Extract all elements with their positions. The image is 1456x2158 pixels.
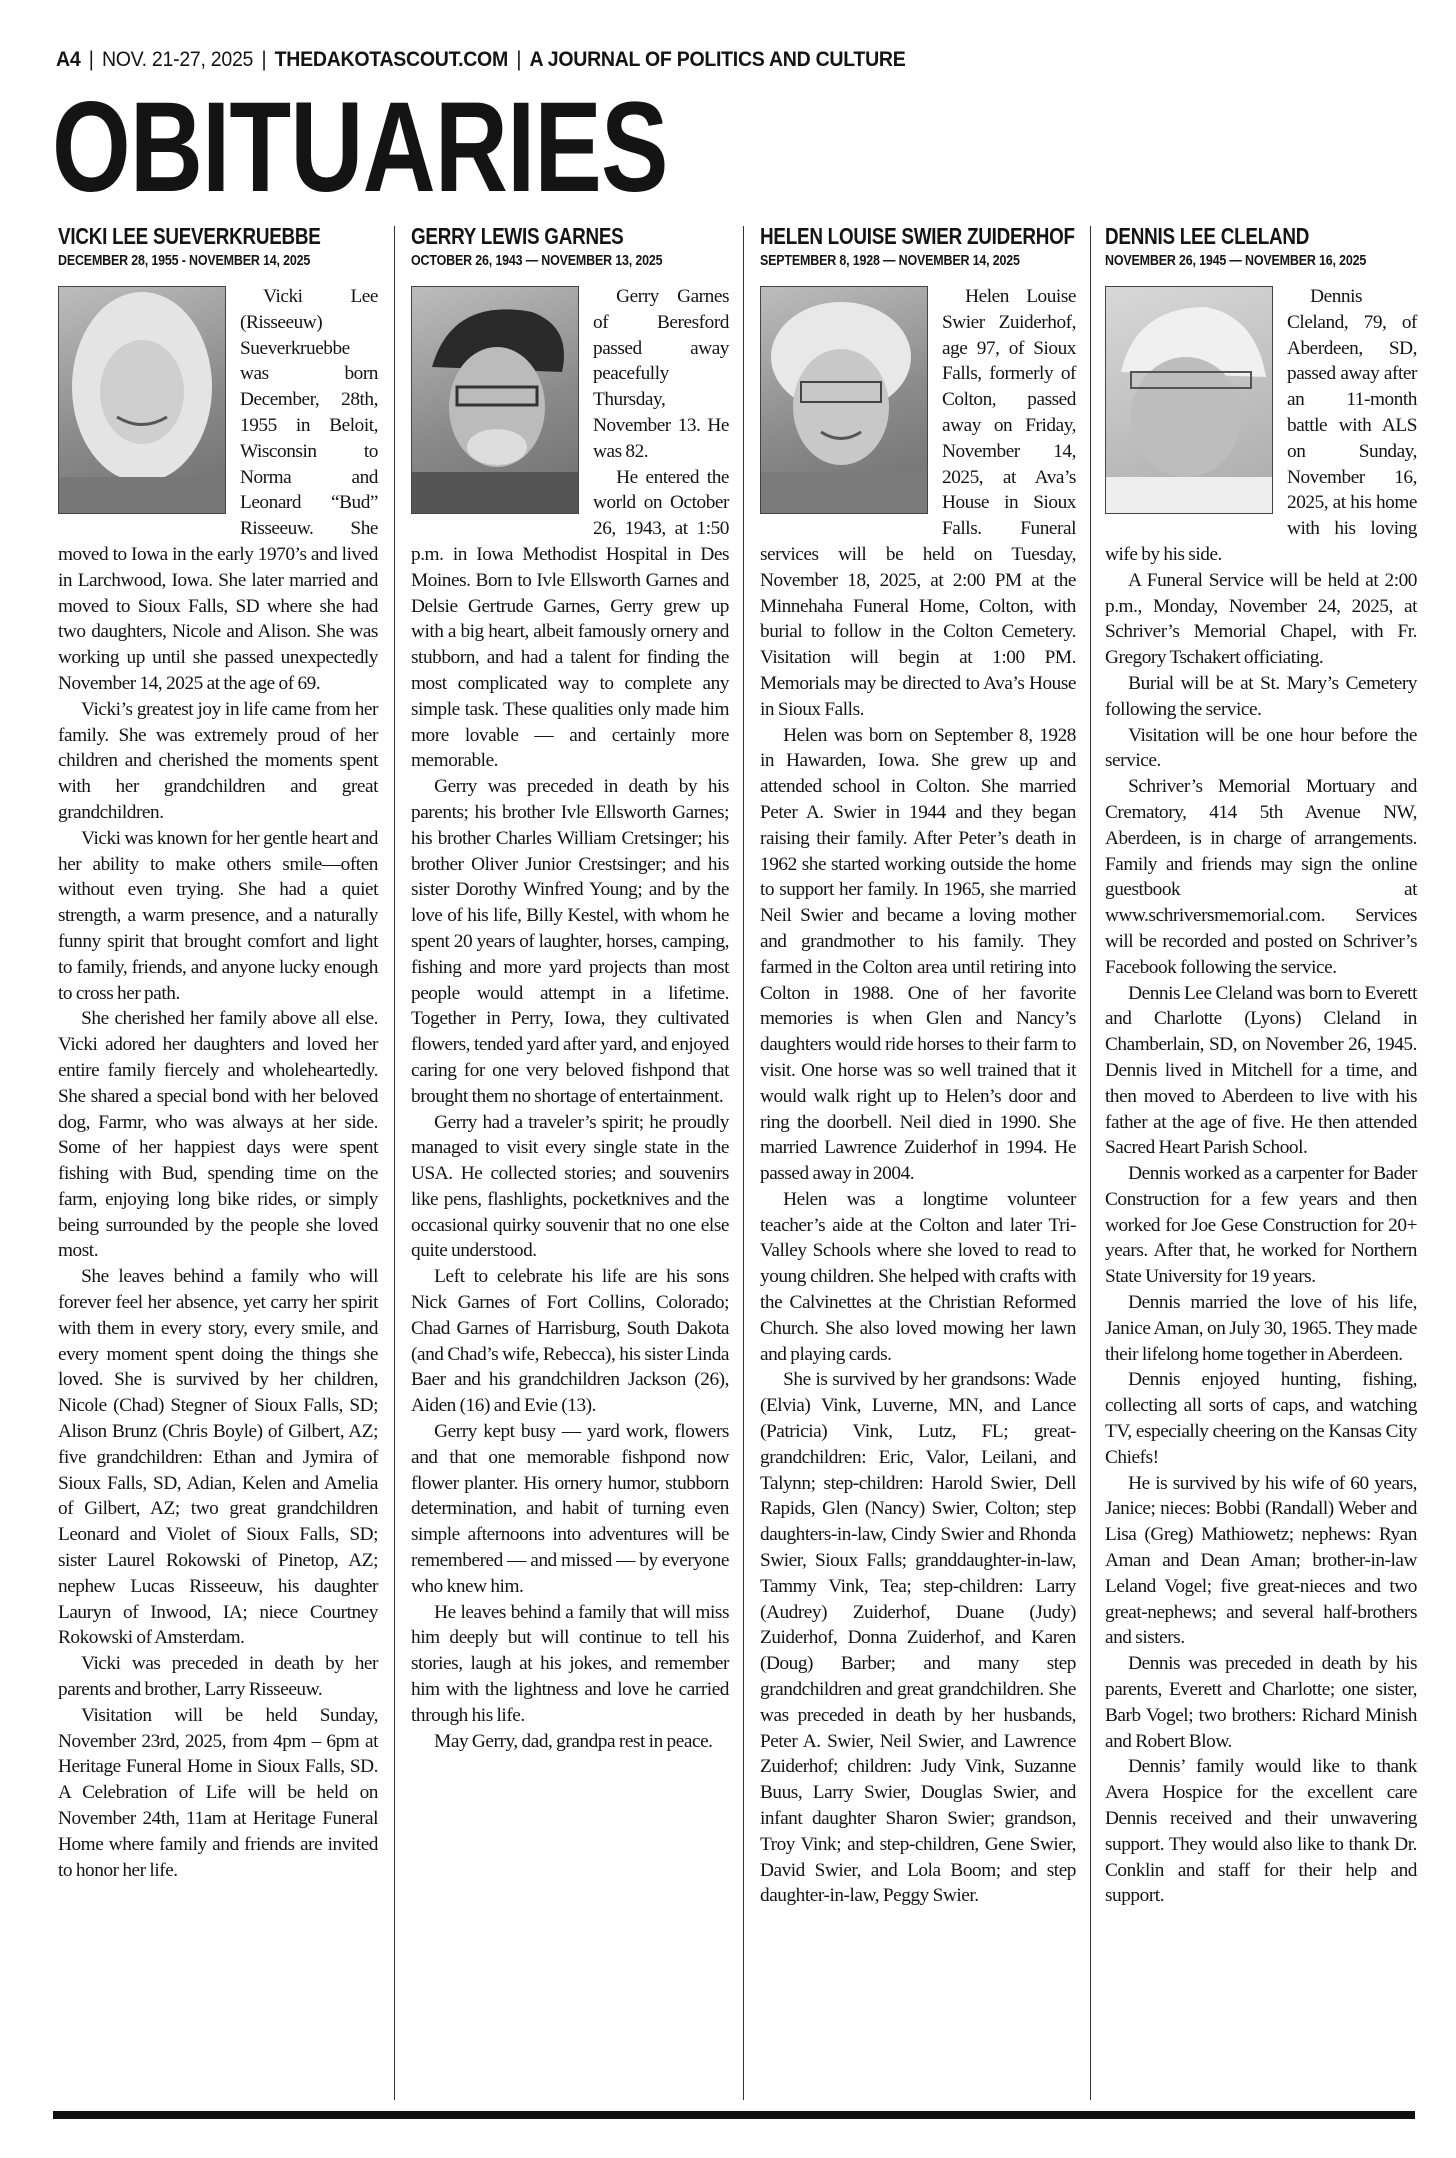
obituary-column <box>411 222 729 1754</box>
obituary-paragraph: Burial will be at St. Mary’s Cemetery following the service. <box>1105 672 1417 720</box>
obituary-paragraph: Helen Louise Swier Zuiderhof, age 97, of Sioux Falls, formerly of Colton, passed away on Friday, November 14, 2025, at Ava’s House in Sioux Falls. Funeral services will be held on Tuesday, November 18, 2025, at 2:00 PM at the Minnehaha Funeral Home, Colton, with burial to follow in the Colton Cemetery. Visitation will begin at 1:00 PM. Memorials may be directed to Ava’s House in Sioux Falls. <box>760 286 1076 720</box>
obituary-column <box>760 222 1076 1909</box>
bottom-rule <box>53 2111 1415 2119</box>
obituary-paragraph: Helen was born on September 8, 1928 in Hawarden, Iowa. She grew up and attended school in Colton. She married Peter A. Swier in 1944 and they began raising their family. After Peter’s death in 1962 she started working outside the home to support her family. In 1965, she married Neil Swier and became a loving mother and grandmother to his family. They farmed in the Colton area until retiring into Colton in 1988. One of her favorite memories is when Glen and Nancy’s daughters would ride horses to their farm to visit. One horse was so well trained that it would walk right up to Helen’s door and ring the doorbell. Neil died in 1990. She married Lawrence Zuiderhof in 1994. He passed away in 2004. <box>760 724 1076 1185</box>
obituary-name: VICKI LEE SUEVERKRUEBBE <box>58 223 321 249</box>
obituary-paragraph: He entered the world on October 26, 1943, at 1:50 p.m. in Iowa Methodist Hospital in Des Moines. Born to Ivle Ellsworth Garnes and Delsie Gertrude Garnes, Gerry grew up with a big heart, albeit famously ornery and stubborn, and had a talent for finding the most complicated way to complete any simple task. These qualities only made him more lovable — and certainly more memorable. <box>411 466 729 772</box>
obituary-paragraph: Vicki Lee (Risseeuw) Sueverkruebbe was born December, 28th, 1955 in Beloit, Wisconsin to Norma and Leonard “Bud” Risseeuw. She moved to Iowa in the early 1970’s and lived in Larchwood, Iowa. She later married and moved to Sioux Falls, SD where she had two daughters, Nicole and Alison. She was working up until she passed unexpectedly November 14, 2025 at the age of 69. <box>58 286 378 694</box>
obituary-body <box>411 284 729 1754</box>
obituary-paragraph: Left to celebrate his life are his sons Nick Garnes of Fort Collins, Colorado; Chad Garnes of Harrisburg, South Dakota (and Chad’s wife, Rebecca), his sister Linda Baer and his grandchildren Jackson (26), Aiden (16) and Evie (13). <box>411 1266 729 1417</box>
obituary-paragraph: She cherished her family above all else. Vicki adored her daughters and loved her entire family fiercely and wholeheartedly. She shared a special bond with her beloved dog, Farmr, who was always at her side. Some of her happiest days were spent fishing with Bud, spending time on the farm, enjoying long bike rides, or simply being surrounded by the people she loved most. <box>58 1008 378 1262</box>
column-divider <box>394 226 395 2100</box>
obituary-column <box>58 222 378 1883</box>
obituary-dates: NOVEMBER 26, 1945 — NOVEMBER 16, 2025 <box>1105 253 1367 269</box>
obituary-paragraph: Gerry kept busy — yard work, flowers and that one memorable fishpond now flower planter. His ornery humor, stubborn determination, and habit of turning even simple afternoons into adventures will be remembered — and missed — by everyone who knew him. <box>411 1421 729 1597</box>
section-title: OBITUARIES <box>52 76 668 219</box>
obituary-paragraph: Vicki was known for her gentle heart and her ability to make others smile—often without even trying. She had a quiet strength, a warm presence, and a naturally funny spirit that brought comfort and light to family, friends, and anyone lucky enough to cross her path. <box>58 827 378 1004</box>
tagline: A JOURNAL OF POLITICS AND CULTURE <box>529 48 906 71</box>
obituary-paragraph: Dennis married the love of his life, Janice Aman, on July 30, 1965. They made their lifelong home together in Aberdeen. <box>1105 1292 1417 1365</box>
obituary-paragraph: Schriver’s Memorial Mortuary and Crematory, 414 5th Avenue NW, Aberdeen, is in charge of arrangements. Family and friends may sign the online guestbook at www.schriversmemorial.com. Services will be recorded and posted on Schriver’s Facebook following the service. <box>1105 776 1417 978</box>
page-number: A4 <box>56 48 81 71</box>
obituary-body <box>760 284 1076 1909</box>
obituary-paragraph: Helen was a longtime volunteer teacher’s aide at the Colton and later Tri-Valley Schools where she loved to read to young children. She helped with crafts with the Calvinettes at the Christian Reformed Church. She also loved mowing her lawn and playing cards. <box>760 1188 1076 1365</box>
obituary-dates: OCTOBER 26, 1943 — NOVEMBER 13, 2025 <box>411 253 663 269</box>
obituary-name: DENNIS LEE CLELAND <box>1105 223 1310 249</box>
obituary-name: GERRY LEWIS GARNES <box>411 223 624 249</box>
obituary-body <box>1105 284 1417 1909</box>
obituary-paragraph: Dennis worked as a carpenter for Bader Construction for a few years and then worked for Joe Gese Construction for 20+ years. After that, he worked for Northern State University for 19 years. <box>1105 1163 1417 1288</box>
portrait-photo <box>1105 286 1273 514</box>
obituary-paragraph: Vicki was preceded in death by her parents and brother, Larry Risseeuw. <box>58 1653 378 1701</box>
obituary-paragraph: Gerry Garnes of Beresford passed away peacefully Thursday, November 13. He was 82. <box>593 286 729 462</box>
separator: | <box>261 48 267 71</box>
page-header-line <box>56 48 905 72</box>
obituary-paragraph: Visitation will be held Sunday, November 23rd, 2025, from 4pm – 6pm at Heritage Funeral Home in Sioux Falls, SD. A Celebration of Life will be held on November 24th, 11am at Heritage Funeral Home where family and friends are invited to honor her life. <box>58 1704 378 1881</box>
obituary-body <box>58 284 378 1883</box>
portrait-photo <box>58 286 226 514</box>
obituary-paragraph: Dennis’ family would like to thank Avera Hospice for the excellent care Dennis received and their unwavering support. They would also like to thank Dr. Conklin and staff for their help and support. <box>1105 1756 1417 1907</box>
obituary-dates: DECEMBER 28, 1955 - NOVEMBER 14, 2025 <box>58 253 311 269</box>
obituary-dates: SEPTEMBER 8, 1928 — NOVEMBER 14, 2025 <box>760 253 1020 269</box>
obituary-paragraph: She leaves behind a family who will forever feel her absence, yet carry her spirit with them in every story, every smile, and every moment spent doing the things she loved. She is survived by her children, Nicole (Chad) Stegner of Sioux Falls, SD; Alison Brunz (Chris Boyle) of Gilbert, AZ; five grandchildren: Ethan and Jymira of Sioux Falls, SD, Adian, Kelen and Amelia of Gilbert, AZ; two great grandchildren Leonard and Violet of Sioux Falls, SD; sister Laurel Rokowski of Pinetop, AZ; nephew Lucas Risseeuw, his daughter Lauryn of Inwood, IA; niece Courtney Rokowski of Amsterdam. <box>58 1266 378 1649</box>
obituary-paragraph: Visitation will be one hour before the service. <box>1105 724 1417 772</box>
obituary-paragraph: Dennis Lee Cleland was born to Everett and Charlotte (Lyons) Cleland in Chamberlain, SD, on November 26, 1945. Dennis lived in Mitchell for a time, and then moved to Aberdeen to live with his father at the age of five. He then attended Sacred Heart Parish School. <box>1105 982 1417 1159</box>
obituary-paragraph: She is survived by her grandsons: Wade (Elvia) Vink, Luverne, MN, and Lance (Patricia) Vink, Lutz, FL; great-grandchildren: Eric, Valor, Leilani, and Talynn; step-children: Harold Swier, Dell Rapids, Glen (Nancy) Swier, Colton; step daughters-in-law, Cindy Swier and Rhonda Swier, Sioux Falls; granddaughter-in-law, Tammy Vink, Tea; step-children: Larry (Audrey) Zuiderhof, Duane (Judy) Zuiderhof, Donna Zuiderhof, and Karen (Doug) Barber; and many step grandchildren and great grandchildren. She was preceded in death by her husbands, Peter A. Swier, Neil Swier, and Lawrence Zuiderhof; children: Judy Vink, Suzanne Buus, Larry Swier, Douglas Swier, and infant daughter Sharon Swier; grandson, Troy Vink; and step-children, Gene Swier, David Swier, and Lola Boom; and step daughter-in-law, Peggy Swier. <box>760 1369 1076 1907</box>
obituary-paragraph: Dennis Cleland, 79, of Aberdeen, SD, passed away after an 11-month battle with ALS on Sunday, November 16, 2025, at his home with his loving wife by his side. <box>1105 286 1417 565</box>
portrait-photo <box>411 286 579 514</box>
separator: | <box>516 48 522 71</box>
obituary-paragraph: Dennis was preceded in death by his parents, Everett and Charlotte; one sister, Barb Vogel; two brothers: Richard Minish and Robert Blow. <box>1105 1653 1417 1752</box>
obituary-column <box>1105 222 1417 1909</box>
obituary-paragraph: Gerry had a traveler’s spirit; he proudly managed to visit every single state in the USA. He collected stories; and souvenirs like pens, flashlights, pocketknives and the occasional quirky souvenir that no one else quite understood. <box>411 1111 729 1262</box>
obituary-name: HELEN LOUISE SWIER ZUIDERHOF <box>760 223 1075 249</box>
portrait-photo <box>760 286 928 514</box>
separator: | <box>88 48 94 71</box>
obituary-paragraph: Vicki’s greatest joy in life came from her family. She was extremely proud of her children and cherished the moments spent with her grandchildren and great grandchildren. <box>58 698 378 823</box>
obituary-paragraph: Dennis enjoyed hunting, fishing, collecting all sorts of caps, and watching TV, especially cheering on the Kansas City Chiefs! <box>1105 1369 1417 1468</box>
obituary-paragraph: A Funeral Service will be held at 2:00 p.m., Monday, November 24, 2025, at Schriver’s Memorial Chapel, with Fr. Gregory Tschakert officiating. <box>1105 569 1417 669</box>
issue-dates: NOV. 21-27, 2025 <box>101 48 254 71</box>
obituary-paragraph: He is survived by his wife of 60 years, Janice; nieces: Bobbi (Randall) Weber and Lisa (Greg) Mathiowetz; nephews: Ryan Aman and Dean Aman; brother-in-law Leland Vogel; five great-nieces and two great-nephews; and several half-brothers and sisters. <box>1105 1472 1417 1649</box>
column-divider <box>1090 226 1091 2100</box>
obituary-paragraph: Gerry was preceded in death by his parents; his brother Ivle Ellsworth Garnes; his brother Charles William Cretsinger; his brother Oliver Junior Crestsinger; and his sister Dorothy Winfred Young; and by the love of his life, Billy Kestel, with whom he spent 20 years of laughter, horses, camping, fishing and more yard projects than most people would attempt in a lifetime. Together in Perry, Iowa, they cultivated flowers, tended yard after yard, and enjoyed caring for one very beloved fishpond that brought them no shortage of entertainment. <box>411 776 729 1107</box>
site-name: THEDAKOTASCOUT.COM <box>274 48 508 71</box>
obituary-paragraph: May Gerry, dad, grandpa rest in peace. <box>434 1730 713 1752</box>
column-divider <box>743 226 744 2100</box>
obituary-paragraph: He leaves behind a family that will miss him deeply but will continue to tell his stories, laugh at his jokes, and remember him with the lightness and love he carried through his life. <box>411 1601 729 1726</box>
